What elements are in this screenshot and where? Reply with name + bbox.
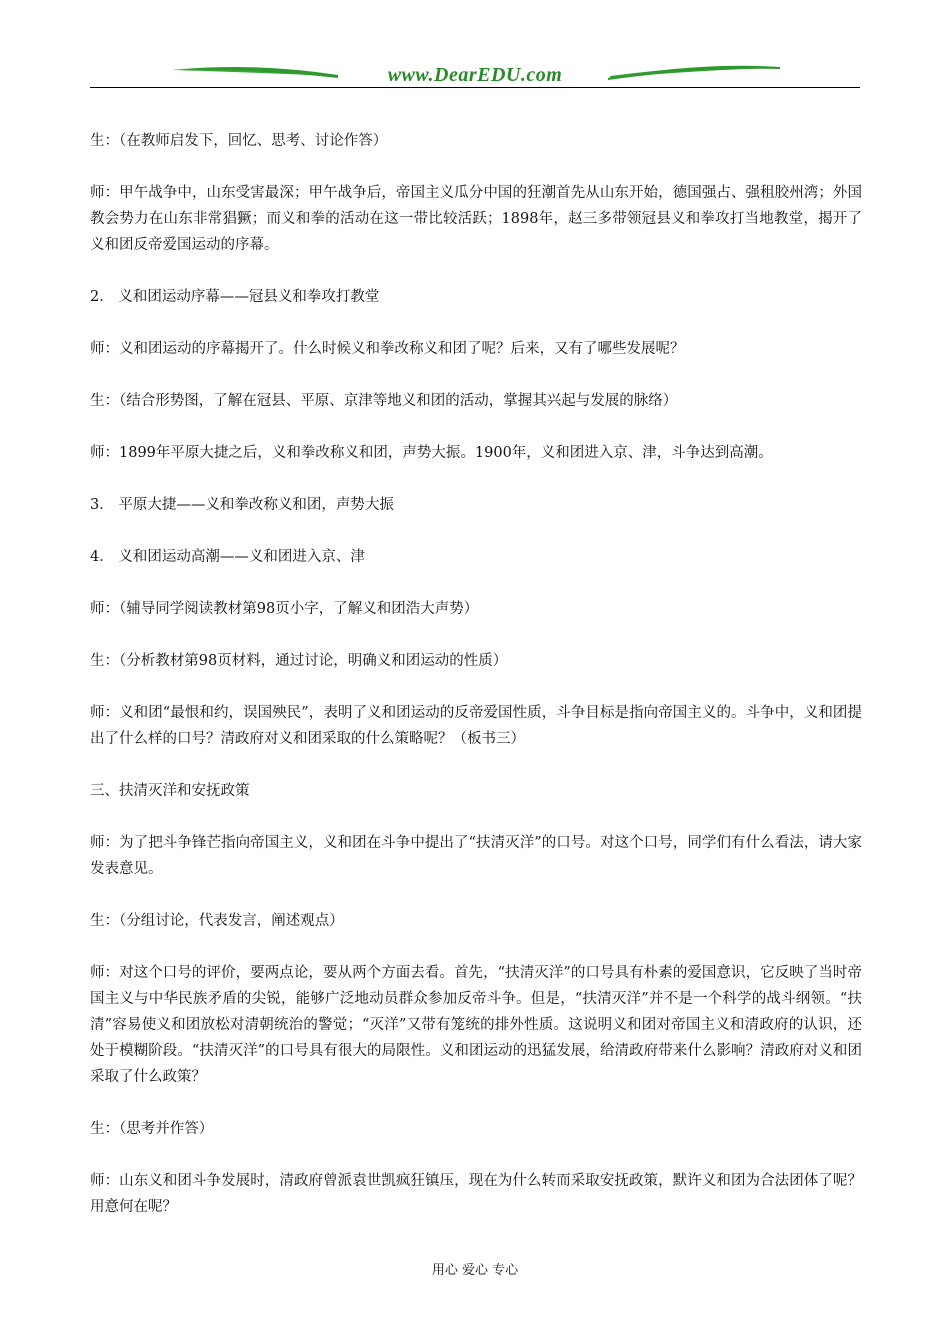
document-body [90,128,862,1246]
paragraph: 师：甲午战争中，山东受害最深；甲午战争后，帝国主义瓜分中国的狂潮首先从山东开始，德国强占、强租胶州湾；外国教会势力在山东非常猖獗；而义和拳的活动在这一带比较活跃；1898年，赵三多带领冠县义和拳攻打当地教堂，揭开了义和团反帝爱国运动的序幕。 [90,185,862,253]
section-heading: 三、扶清灭洋和安抚政策 [90,783,250,799]
section-heading: 2． 义和团运动序幕——冠县义和拳攻打教堂 [90,289,380,305]
paragraph: 生：（思考并作答） [90,1121,214,1137]
paragraph: 师：义和团“最恨和约，误国殃民”，表明了义和团运动的反帝爱国性质，斗争目标是指向帝国主义的。斗争中，义和团提出了什么样的口号？清政府对义和团采取的什么策略呢？（板书三） [90,705,862,747]
paragraph: 生：（分析教材第98页材料，通过讨论，明确义和团运动的性质） [90,653,508,669]
paragraph: 师：为了把斗争锋芒指向帝国主义，义和团在斗争中提出了“扶清灭洋”的口号。对这个口号，同学们有什么看法，请大家发表意见。 [90,835,862,877]
paragraph: 生：（结合形势图，了解在冠县、平原、京津等地义和团的活动，掌握其兴起与发展的脉络） [90,393,678,409]
header-rule [90,87,860,88]
site-logo: www.DearEDU.com [387,64,563,86]
paragraph: 生：（分组讨论，代表发言，阐述观点） [90,913,344,929]
section-heading: 3． 平原大捷——义和拳改称义和团，声势大振 [90,497,394,513]
paragraph: 师：山东义和团斗争发展时，清政府曾派袁世凯疯狂镇压，现在为什么转而采取安抚政策，默许义和团为合法团体了呢？用意何在呢？ [90,1173,862,1215]
section-heading: 4． 义和团运动高潮——义和团进入京、津 [90,549,365,565]
page-footer: 用心 爱心 专心 [431,1263,519,1278]
page-header [90,58,860,92]
paragraph: 师：1899年平原大捷之后，义和拳改称义和团，声势大振。1900年，义和团进入京、津，斗争达到高潮。 [90,445,773,461]
paragraph: 师：义和团运动的序幕揭开了。什么时候义和拳改称义和团了呢？后来，又有了哪些发展呢？ [90,341,685,357]
paragraph: 师：对这个口号的评价，要两点论，要从两个方面去看。首先，“扶清灭洋”的口号具有朴素的爱国意识，它反映了当时帝国主义与中华民族矛盾的尖锐，能够广泛地动员群众参加反帝斗争。但是，“扶清灭洋”并不是一个科学的战斗纲领。“扶清”容易使义和团放松对清朝统治的警觉；“灭洋”又带有笼统的排外性质。这说明义和团对帝国主义和清政府的认识，还处于模糊阶段。“扶清灭洋”的口号具有很大的局限性。义和团运动的迅猛发展，给清政府带来什么影响？清政府对义和团采取了什么政策？ [90,965,862,1085]
paragraph: 师：（辅导同学阅读教材第98页小字，了解义和团浩大声势） [90,601,479,617]
paragraph: 生：（在教师启发下，回忆、思考、讨论作答） [90,133,388,149]
